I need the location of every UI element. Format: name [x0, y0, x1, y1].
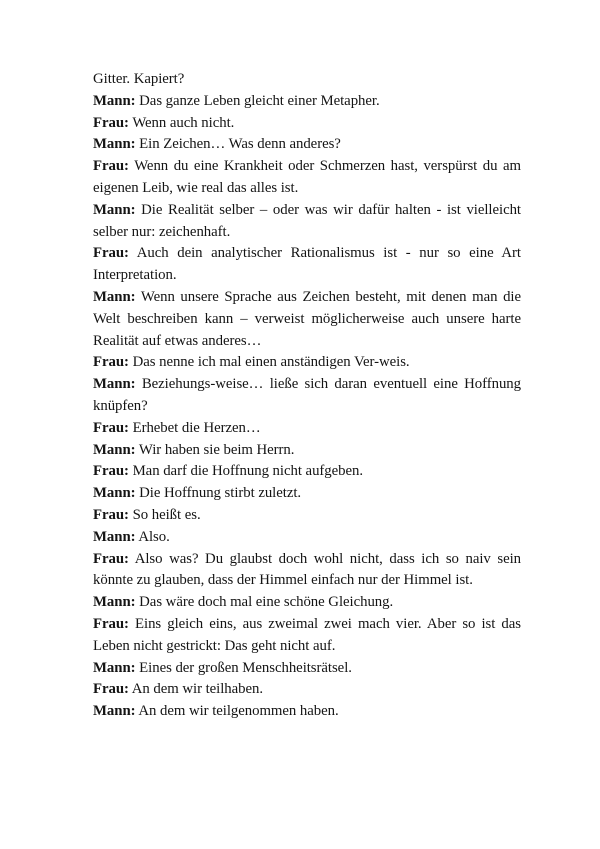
dialogue-line	[93, 243, 521, 287]
speaker-label: Mann:	[93, 528, 136, 545]
speaker-label: Frau:	[93, 463, 129, 480]
speaker-label: Frau:	[93, 681, 129, 698]
dialogue-text: An dem wir teilgenommen haben.	[138, 703, 339, 720]
dialogue-line	[93, 134, 521, 156]
speaker-label: Frau:	[93, 114, 129, 131]
speaker-label: Frau:	[93, 419, 129, 436]
dialogue-line	[93, 592, 521, 614]
dialogue-text: Die Realität selber – oder was wir dafür halten - ist vielleicht selber nur: zeichenhaft.	[93, 201, 521, 240]
dialogue-text: Das wäre doch mal eine schöne Gleichung.	[139, 594, 394, 611]
speaker-label: Frau:	[93, 245, 129, 262]
dialogue-text: Also.	[138, 528, 170, 545]
speaker-label: Frau:	[93, 158, 129, 175]
dialogue-line	[93, 483, 521, 505]
speaker-label: Mann:	[93, 201, 136, 218]
dialogue-text: Wenn unsere Sprache aus Zeichen besteht, mit denen man die Welt beschreiben kann – verweist möglicherweise auch unsere harte Realität auf etwas anderes…	[93, 288, 521, 349]
dialogue-line	[93, 440, 521, 462]
dialogue-text: Das nenne ich mal einen anständigen Ver-weis.	[132, 354, 410, 371]
speaker-label: Mann:	[93, 659, 136, 676]
speaker-label: Mann:	[93, 485, 136, 502]
speaker-label: Mann:	[93, 136, 136, 153]
dialogue-line	[93, 352, 521, 374]
speaker-label: Frau:	[93, 354, 129, 371]
speaker-label: Mann:	[93, 376, 136, 393]
speaker-label: Frau:	[93, 615, 129, 632]
speaker-label: Mann:	[93, 594, 136, 611]
dialogue-text: An dem wir teilhaben.	[131, 681, 264, 698]
dialogue-line	[93, 679, 521, 701]
speaker-label: Mann:	[93, 703, 136, 720]
dialogue-text: Beziehungs-weise… ließe sich daran eventuell eine Hoffnung knüpfen?	[93, 376, 521, 414]
speaker-label: Mann:	[93, 441, 136, 458]
dialogue-line	[93, 505, 521, 527]
speaker-label: Mann:	[93, 92, 136, 109]
dialogue-text: Erhebet die Herzen…	[132, 419, 261, 436]
dialogue-line	[93, 549, 521, 593]
dialogue-text: Wir haben sie beim Herrn.	[138, 441, 295, 458]
dialogue-text: Das ganze Leben gleicht einer Metapher.	[139, 92, 380, 109]
speaker-label: Frau:	[93, 550, 129, 567]
dialogue-line	[93, 200, 521, 244]
dialogue-line	[93, 614, 521, 658]
dialogue-text: Auch dein analytischer Rationalismus ist - nur so eine Art Interpretation.	[93, 245, 521, 284]
dialogue-text: So heißt es.	[132, 506, 201, 523]
dialogue-line	[93, 461, 521, 483]
dialogue-text: Die Hoffnung stirbt zuletzt.	[139, 485, 302, 502]
dialogue-text: Wenn du eine Krankheit oder Schmerzen hast, verspürst du am eigenen Leib, wie real das alles ist.	[93, 158, 521, 196]
dialogue-line	[93, 91, 521, 113]
dialogue-line	[93, 418, 521, 440]
dialogue-text: Ein Zeichen… Was denn anderes?	[139, 136, 341, 153]
dialogue-text: Also was? Du glaubst doch wohl nicht, dass ich so naiv sein könnte zu glauben, dass der Himmel einfach nur der Himmel ist.	[93, 550, 521, 589]
speaker-label: Frau:	[93, 506, 129, 523]
speaker-label: Mann:	[93, 288, 136, 305]
dialogue-line	[93, 374, 521, 418]
dialogue-line	[93, 113, 521, 135]
dialogue-text: Man darf die Hoffnung nicht aufgeben.	[132, 463, 364, 480]
dialogue-text: Eins gleich eins, aus zweimal zwei mach vier. Aber so ist das Leben nicht gestrickt: Das geht nicht auf.	[93, 615, 521, 654]
dialogue-line	[93, 658, 521, 680]
dialogue-line	[93, 156, 521, 200]
dialogue-line	[93, 527, 521, 549]
dialogue-line	[93, 287, 521, 352]
dialogue-text: Eines der großen Menschheitsrätsel.	[139, 659, 352, 676]
dialogue-line	[93, 69, 521, 91]
dialogue-line	[93, 701, 521, 723]
dialogue-text: Wenn auch nicht.	[132, 114, 235, 131]
dialogue-text: Gitter. Kapiert?	[93, 71, 185, 87]
